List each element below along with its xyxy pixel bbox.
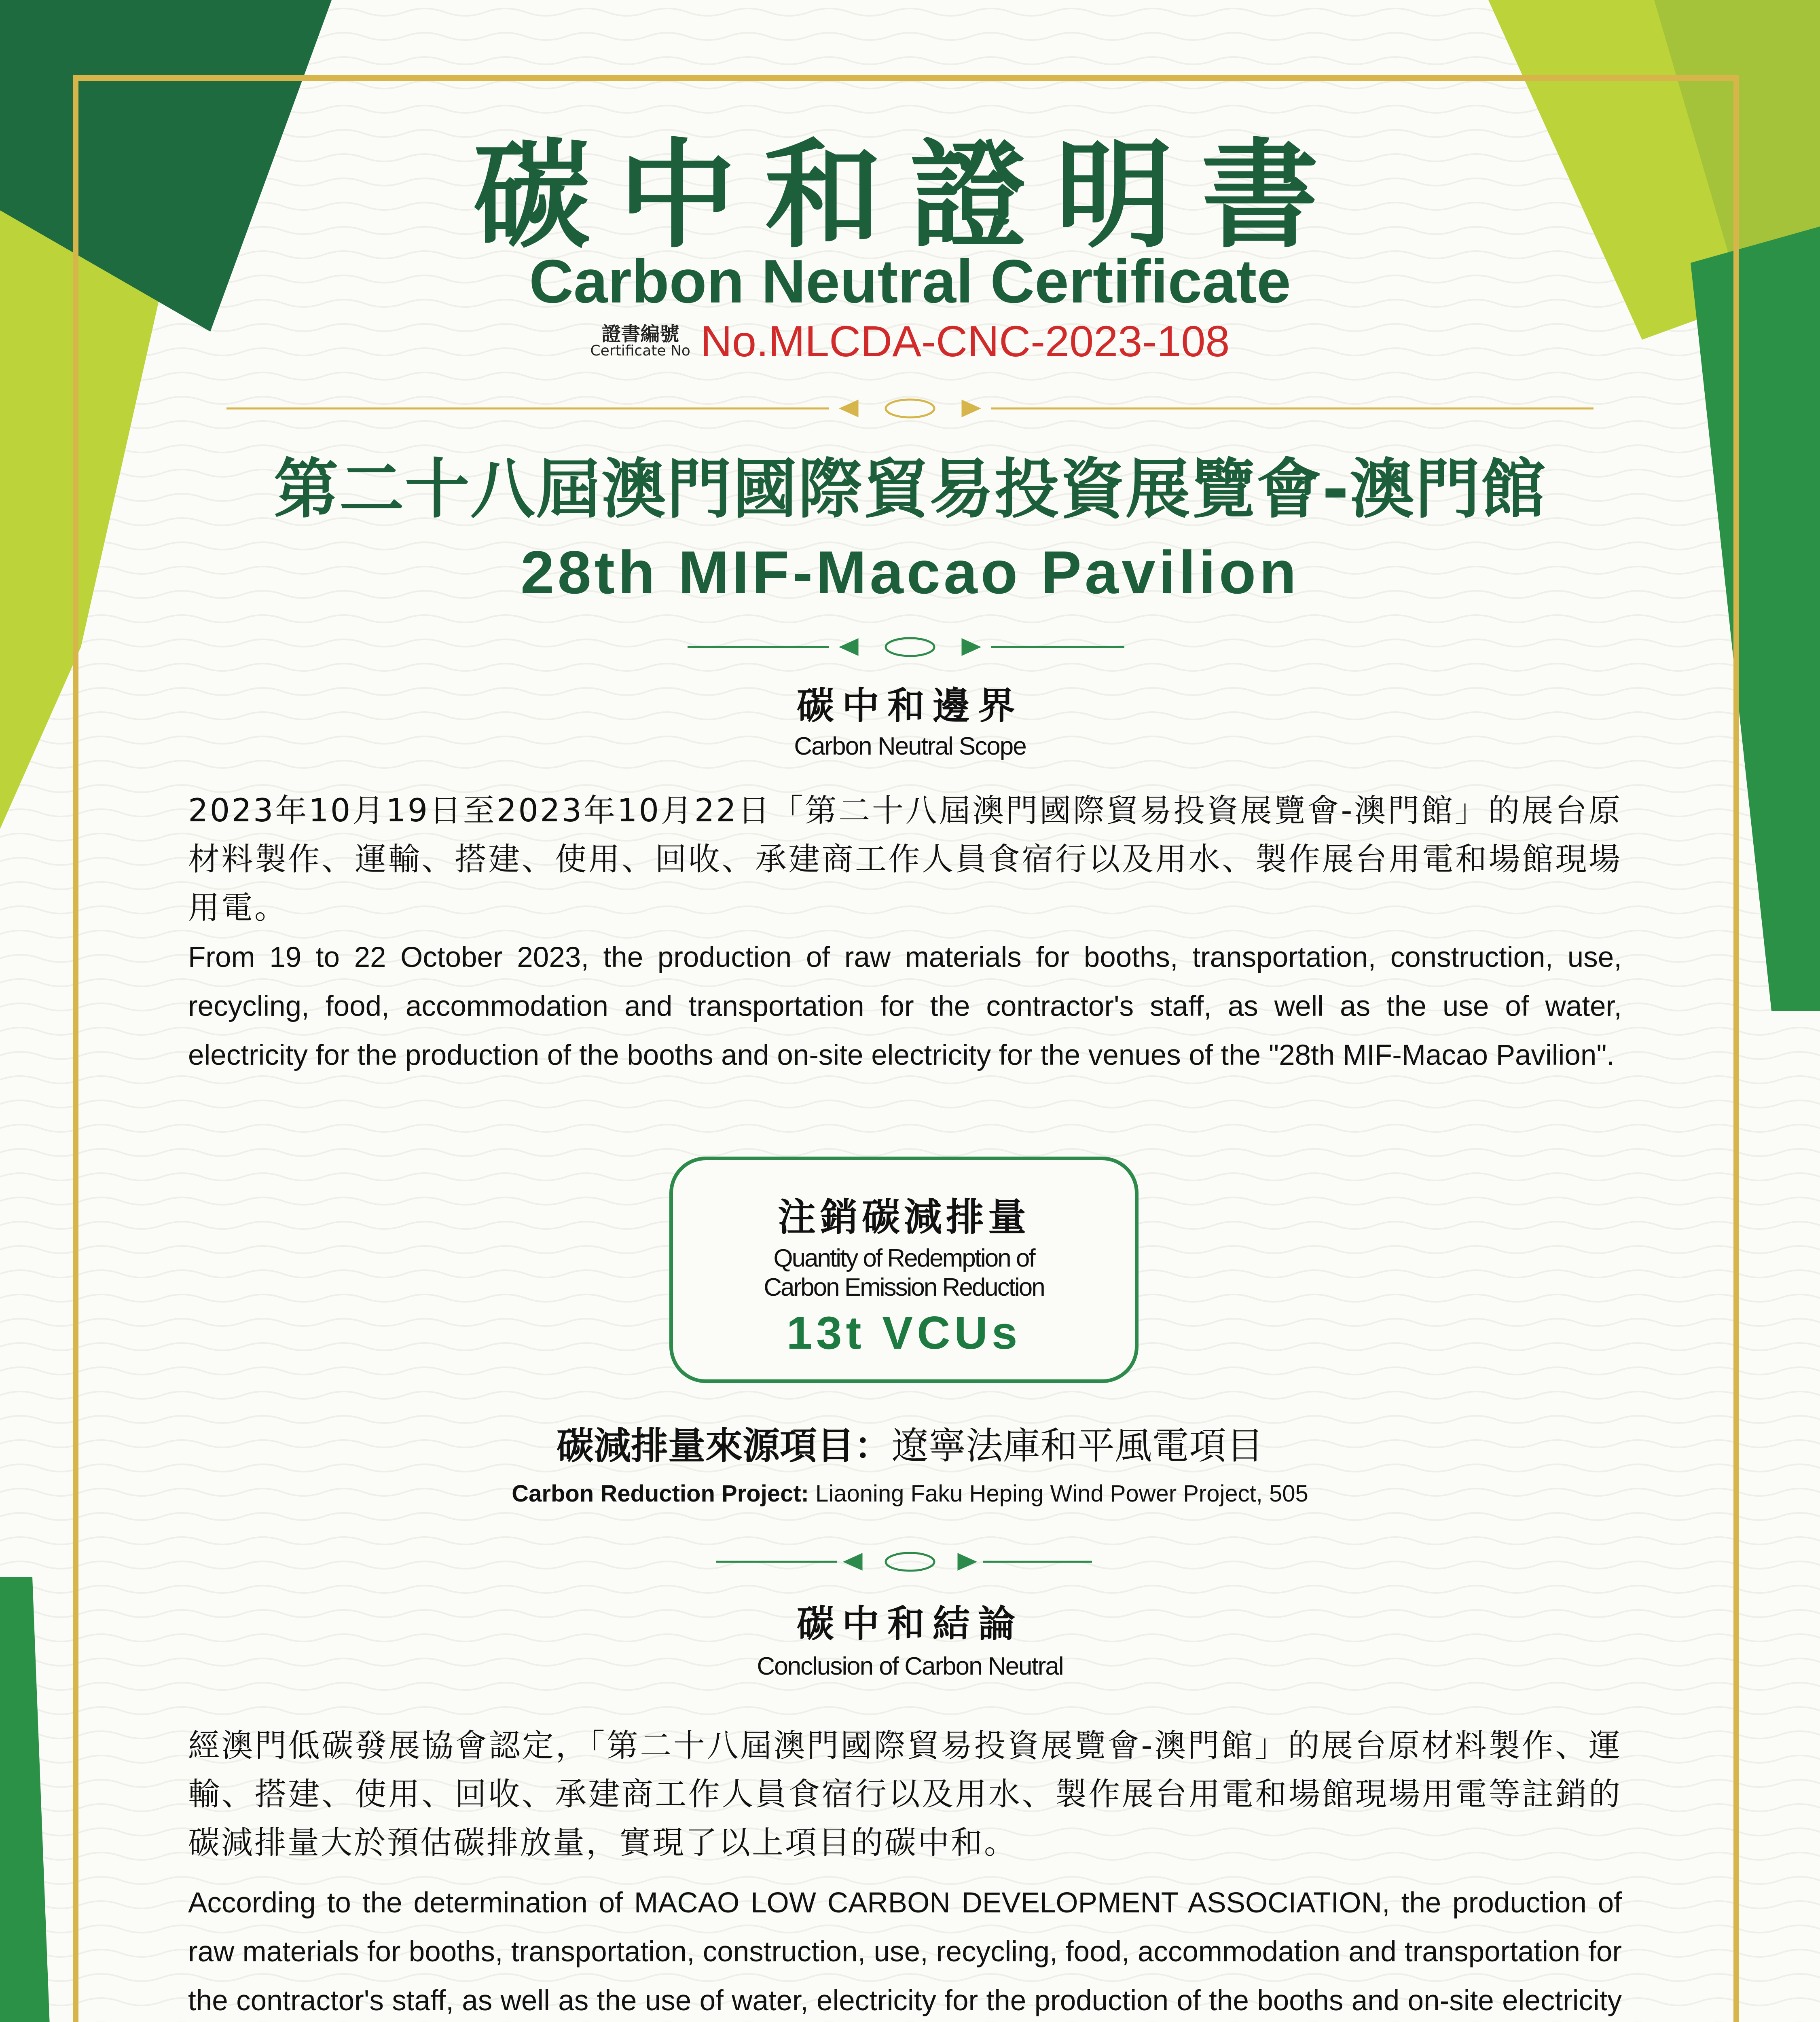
- conclusion-heading-en: Conclusion of Carbon Neutral: [757, 1652, 1063, 1680]
- scope-heading-en: Carbon Neutral Scope: [794, 732, 1026, 760]
- certificate-number: No.MLCDA-CNC-2023-108: [700, 317, 1230, 366]
- certificate-number-label-zh: 證書編號: [601, 323, 679, 345]
- certificate-number-label: [590, 324, 690, 358]
- scope-text-zh: 2023年10月19日至2023年10月22日「第二十八屆澳門國際貿易投資展覽會-澳門館」的展台原材料製作、運輸、搭建、使用、回收、承建商工作人員食宿行以及用水、製作展台用電和場館現場用電。: [188, 793, 1622, 926]
- project-name-en: Liaoning Faku Heping Wind Power Project, 505: [815, 1481, 1308, 1507]
- event-name-zh: 第二十八屆澳門國際貿易投資展覽會-澳門館: [273, 451, 1547, 527]
- project-label-en: Carbon Reduction Project:: [512, 1481, 809, 1507]
- conclusion-text-zh: 經澳門低碳發展協會認定，「第二十八屆澳門國際貿易投資展覽會-澳門館」的展台原材料製作、運輸、搭建、使用、回收、承建商工作人員食宿行以及用水、製作展台用電和場館現場用電等註銷的碳減排量大於預估碳排放量，實現了以上項目的碳中和。: [188, 1728, 1622, 1861]
- conclusion-text-en: According to the determination of MACAO LOW CARBON DEVELOPMENT ASSOCIATION, the production of raw materials for booths, transportation, construction, use, recycling, food, accommodation and transportation for the contractor's staff, as well as the use of water, electricity for the production of the booths and on-site electricity: [188, 1887, 1622, 2017]
- project-name-zh: 遼寧法庫和平風電項目: [891, 1424, 1264, 1468]
- redemption-value: 13t VCUs: [786, 1307, 1022, 1359]
- project-row-en: [0, 1482, 1820, 1506]
- certificate-title-zh: 碳中和證明書: [473, 128, 1347, 264]
- scope-heading-zh: 碳中和邊界: [796, 684, 1023, 728]
- certificate-number-row: [0, 317, 1820, 366]
- redemption-label-en: [673, 1244, 1135, 1302]
- project-label-zh: 碳減排量來源項目：: [556, 1424, 891, 1468]
- certificate-number-label-en: Certificate No: [590, 343, 690, 359]
- redemption-label-zh: 注銷碳減排量: [777, 1195, 1030, 1239]
- scope-text-en: From 19 to 22 October 2023, the production of raw materials for booths, transportation, construction, use, recycling, food, accommodation and transportation for the contractor's staff, as well as the use of water, electricity for the production of the booths and on-site electricity for the venues of the "28th MIF-Macao Pavilion".: [188, 941, 1622, 1071]
- project-row-zh: [0, 1424, 1820, 1468]
- certificate-title-en: Carbon Neutral Certificate: [529, 247, 1291, 316]
- redemption-label-en-line2: Carbon Emission Reduction: [764, 1273, 1044, 1301]
- conclusion-heading-zh: 碳中和結論: [796, 1602, 1023, 1646]
- redemption-box: [669, 1157, 1139, 1383]
- redemption-label-en-line1: Quantity of Redemption of: [773, 1244, 1035, 1272]
- event-name-en: 28th MIF-Macao Pavilion: [521, 538, 1299, 606]
